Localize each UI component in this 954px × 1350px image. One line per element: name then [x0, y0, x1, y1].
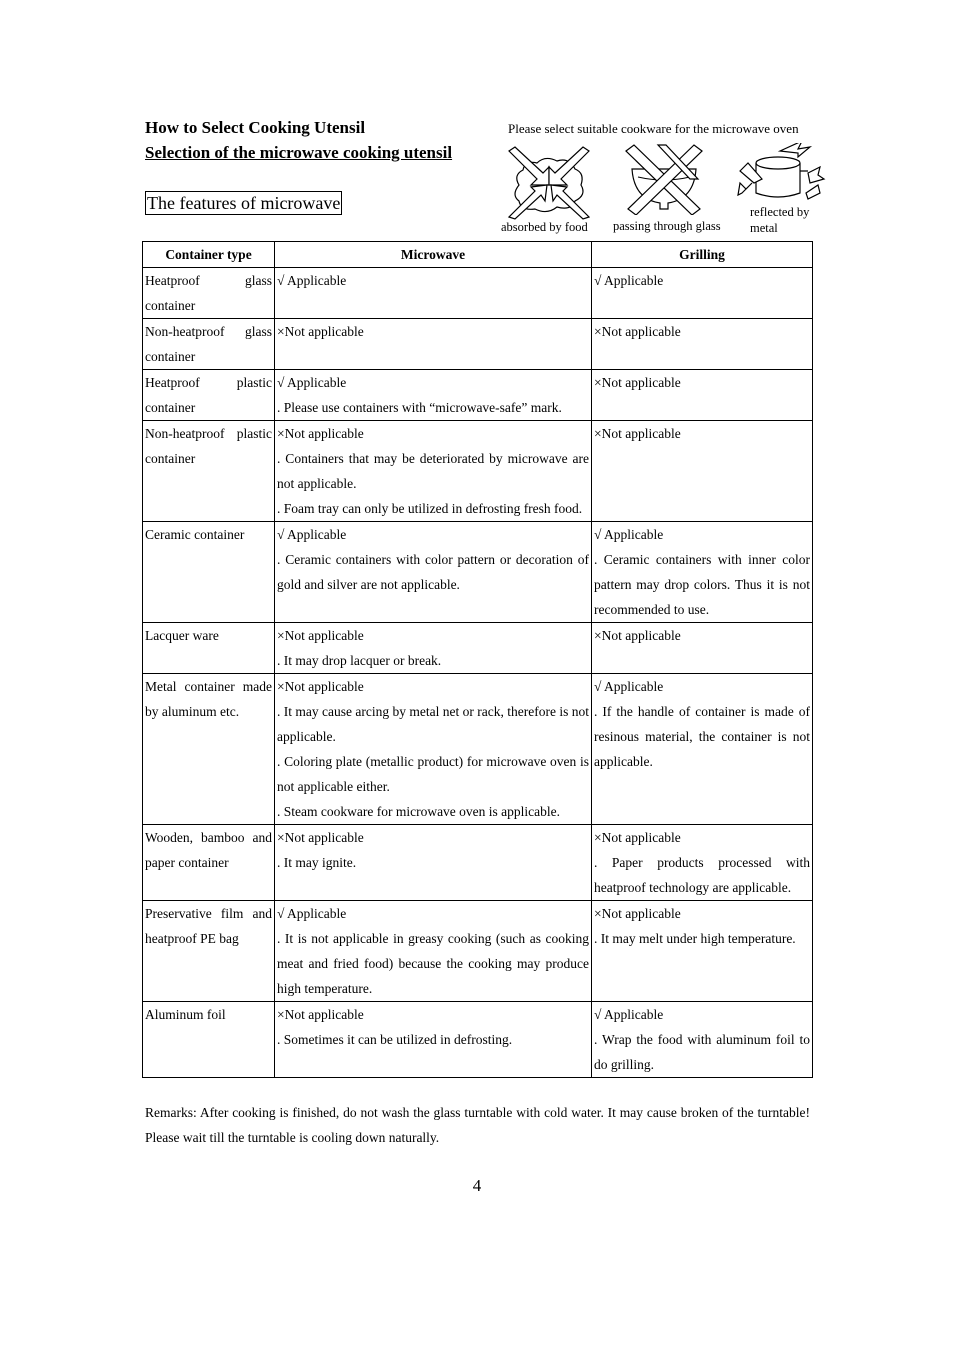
- label-reflected-by-metal: reflected by metal: [750, 205, 810, 235]
- cell-container-type: Ceramic container: [143, 522, 275, 623]
- remarks: Remarks: After cooking is finished, do not wash the glass turntable with cold water. It may cause broken of the turntable! Please wait till the turntable is cooling down naturally.: [145, 1105, 810, 1145]
- grilling-line: . It may melt under high temperature.: [594, 931, 796, 946]
- microwave-line: . It is not applicable in greasy cooking (such as cooking meat and fried food) because the cooking may produce high temperature.: [277, 931, 589, 996]
- cell-container-type: Metal container made by aluminum etc.: [143, 674, 275, 825]
- cell-container-type: Heatproof plastic container: [143, 370, 275, 421]
- table-row: [143, 522, 813, 623]
- microwave-line: ×Not applicable: [277, 324, 364, 339]
- header-microwave: Microwave: [275, 242, 592, 268]
- cell-grilling: [592, 1002, 813, 1078]
- microwave-line: . Coloring plate (metallic product) for microwave oven is not applicable either.: [277, 754, 589, 794]
- grilling-line: . Wrap the food with aluminum foil to do grilling.: [594, 1032, 810, 1072]
- header-container-type: Container type: [143, 242, 275, 268]
- illustration-caption: Please select suitable cookware for the microwave oven: [508, 121, 799, 136]
- label-passing-through-glass: passing through glass: [613, 219, 721, 233]
- cell-container-type: Wooden, bamboo and paper container: [143, 825, 275, 901]
- page-subtitle: Selection of the microwave cooking utensil: [145, 143, 453, 162]
- grilling-line: ×Not applicable: [594, 324, 681, 339]
- grilling-line: √ Applicable: [594, 1007, 664, 1022]
- cell-microwave: [275, 370, 592, 421]
- cell-container-type: Preservative film and heatproof PE bag: [143, 901, 275, 1002]
- cell-microwave: [275, 522, 592, 623]
- microwave-line: . It may cause arcing by metal net or rack, therefore is not applicable.: [277, 704, 589, 744]
- cell-grilling: [592, 623, 813, 674]
- table-row: [143, 319, 813, 370]
- microwave-line: √ Applicable: [277, 527, 347, 542]
- cell-container-type: Non-heatproof plastic container: [143, 421, 275, 522]
- cell-container-type: Aluminum foil: [143, 1002, 275, 1078]
- table-row: [143, 825, 813, 901]
- microwave-line: . Containers that may be deteriorated by microwave are not applicable.: [277, 451, 589, 491]
- grilling-line: ×Not applicable: [594, 375, 681, 390]
- cell-grilling: [592, 901, 813, 1002]
- absorbed-by-food-icon: [505, 145, 593, 220]
- reflected-by-metal-icon: [736, 143, 826, 205]
- table-header-row: [143, 242, 813, 268]
- microwave-line: ×Not applicable: [277, 628, 364, 643]
- microwave-line: . It may drop lacquer or break.: [277, 653, 442, 668]
- microwave-line: √ Applicable: [277, 906, 347, 921]
- grilling-line: . Ceramic containers with inner color pattern may drop colors. Thus it is not recommended to use.: [594, 552, 810, 617]
- table-row: [143, 370, 813, 421]
- microwave-line: ×Not applicable: [277, 830, 364, 845]
- grilling-line: ×Not applicable: [594, 830, 681, 845]
- grilling-line: . If the handle of container is made of resinous material, the container is not applicable.: [594, 704, 810, 769]
- cell-container-type: Lacquer ware: [143, 623, 275, 674]
- page-number: 4: [472, 1176, 482, 1195]
- cell-grilling: [592, 319, 813, 370]
- cell-microwave: [275, 901, 592, 1002]
- table-row: [143, 268, 813, 319]
- microwave-line: . Sometimes it can be utilized in defrosting.: [277, 1032, 513, 1047]
- features-box: The features of microwave: [147, 193, 341, 213]
- cell-container-type: Non-heatproof glass container: [143, 319, 275, 370]
- table-row: [143, 901, 813, 1002]
- microwave-line: . Foam tray can only be utilized in defrosting fresh food.: [277, 501, 583, 516]
- microwave-line: . Ceramic containers with color pattern or decoration of gold and silver are not applicable.: [277, 552, 589, 592]
- grilling-line: ×Not applicable: [594, 906, 681, 921]
- microwave-line: √ Applicable: [277, 273, 347, 288]
- table-row: [143, 623, 813, 674]
- cell-microwave: [275, 268, 592, 319]
- label-absorbed-by-food: absorbed by food: [501, 220, 588, 234]
- grilling-line: . Paper products processed with heatproof technology are applicable.: [594, 855, 810, 895]
- passing-through-glass-icon: [624, 143, 704, 215]
- cell-grilling: [592, 421, 813, 522]
- microwave-line: . Please use containers with “microwave-safe” mark.: [277, 400, 562, 415]
- cell-grilling: [592, 370, 813, 421]
- cell-grilling: [592, 674, 813, 825]
- cell-grilling: [592, 825, 813, 901]
- cell-microwave: [275, 674, 592, 825]
- cell-grilling: [592, 522, 813, 623]
- cell-microwave: [275, 421, 592, 522]
- microwave-line: ×Not applicable: [277, 1007, 364, 1022]
- table-row: [143, 421, 813, 522]
- table-row: [143, 674, 813, 825]
- cell-microwave: [275, 1002, 592, 1078]
- grilling-line: √ Applicable: [594, 679, 664, 694]
- table-row: [143, 1002, 813, 1078]
- cell-microwave: [275, 623, 592, 674]
- grilling-line: ×Not applicable: [594, 628, 681, 643]
- cell-microwave: [275, 319, 592, 370]
- grilling-line: √ Applicable: [594, 527, 664, 542]
- microwave-line: . It may ignite.: [277, 855, 357, 870]
- cell-container-type: Heatproof glass container: [143, 268, 275, 319]
- cell-microwave: [275, 825, 592, 901]
- utensil-table: [142, 241, 813, 1078]
- microwave-line: √ Applicable: [277, 375, 347, 390]
- microwave-line: ×Not applicable: [277, 679, 364, 694]
- microwave-line: . Steam cookware for microwave oven is applicable.: [277, 804, 561, 819]
- header-grilling: Grilling: [592, 242, 813, 268]
- cell-grilling: [592, 268, 813, 319]
- grilling-line: ×Not applicable: [594, 426, 681, 441]
- page-title: How to Select Cooking Utensil: [145, 118, 366, 137]
- microwave-line: ×Not applicable: [277, 426, 364, 441]
- grilling-line: √ Applicable: [594, 273, 664, 288]
